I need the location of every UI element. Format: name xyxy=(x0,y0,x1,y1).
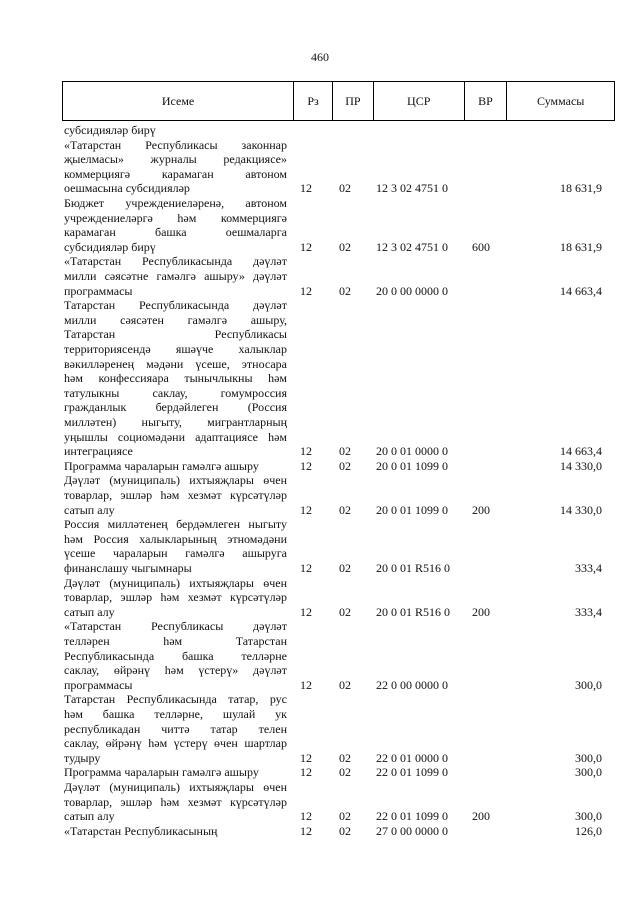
row-sum: 333,4 xyxy=(575,560,602,575)
header-name: Исеме xyxy=(63,82,294,120)
row-csr: 20 0 01 R516 0 xyxy=(376,604,451,619)
row-name-line: республикадан читтә татар телен xyxy=(64,721,287,736)
header-rz: Рз xyxy=(294,82,333,120)
row-name-line: сатып алу xyxy=(64,502,115,517)
row-name-line: сатып алу xyxy=(64,809,115,824)
row-name-line: Дәүләт (муниципаль) ихтыяҗлары өчен xyxy=(64,780,287,794)
row-name-line: саклау, өйрәнү һәм үстерү өчен шартлар xyxy=(64,736,287,751)
row-rz: 12 xyxy=(300,283,312,298)
row-name-line: «Татарстан Республикасында дәүләт xyxy=(64,254,287,269)
row-rz: 12 xyxy=(300,765,312,780)
row-name-line: үсеше чараларын гамәлгә ашыруга xyxy=(64,546,287,561)
row-pr: 02 xyxy=(339,502,351,517)
row-pr: 02 xyxy=(339,809,351,824)
row-csr: 12 3 02 4751 0 xyxy=(376,181,448,196)
header-csr: ЦСР xyxy=(374,82,465,120)
row-name-line: тудыру xyxy=(64,750,101,765)
row-rz: 12 xyxy=(300,823,312,838)
row-name-line: Республикасында башка телләрне xyxy=(64,648,287,663)
row-sum: 14 663,4 xyxy=(560,444,602,459)
row-name-line: гражданлык бердәйлеген (Россия xyxy=(64,400,287,415)
row-name-line: субсидияләр бирү xyxy=(64,239,156,254)
row-rz: 12 xyxy=(300,181,312,196)
row-csr: 20 0 01 1099 0 xyxy=(376,458,448,473)
row-pr: 02 xyxy=(339,765,351,780)
row-name-line: оешмасына субсидияләр xyxy=(64,181,190,196)
row-sum: 18 631,9 xyxy=(560,181,602,196)
row-sum: 300,0 xyxy=(575,809,602,824)
row-name-line: һәм башка телләрне, шулай ук xyxy=(64,706,287,721)
row-name-line: Татарстан Республикасы xyxy=(64,327,287,342)
row-name-line: Программа чараларын гамәлгә ашыру xyxy=(64,765,259,780)
row-name-line: субсидияләр бирү xyxy=(64,123,156,137)
row-rz: 12 xyxy=(300,677,312,692)
row-rz: 12 xyxy=(300,239,312,254)
row-name xyxy=(64,254,287,298)
row-sum: 300,0 xyxy=(575,677,602,692)
row-sum: 333,4 xyxy=(575,604,602,619)
row-name-line: милли сәясәтне гамәлгә ашыру» дәүләт xyxy=(64,268,287,283)
row-pr: 02 xyxy=(339,283,351,298)
row-csr: 22 0 00 0000 0 xyxy=(376,677,448,692)
row-sum: 126,0 xyxy=(575,823,602,838)
row-rz: 12 xyxy=(300,750,312,765)
header-vr: ВР xyxy=(465,82,508,120)
row-name-line: һәм конфессияара тынычлыкны һәм xyxy=(64,371,287,386)
page-number: 460 xyxy=(311,50,329,64)
row-pr: 02 xyxy=(339,181,351,196)
row-pr: 02 xyxy=(339,677,351,692)
row-csr: 27 0 00 0000 0 xyxy=(376,823,448,838)
table-header xyxy=(62,81,615,121)
row-name-line: коммерциягә карамаган автоном xyxy=(64,166,287,181)
row-name xyxy=(64,824,287,839)
row-name-line: учреждениеләргә һәм коммерциягә xyxy=(64,210,287,225)
header-pr: ПР xyxy=(333,82,374,120)
row-name xyxy=(64,298,287,459)
row-rz: 12 xyxy=(300,502,312,517)
row-name xyxy=(64,765,287,780)
row-pr: 02 xyxy=(339,458,351,473)
row-name-line: Татарстан Республикасында татар, рус xyxy=(64,692,287,707)
row-csr: 22 0 01 1099 0 xyxy=(376,809,448,824)
row-sum: 14 663,4 xyxy=(560,283,602,298)
row-name-line: карамаган башка оешмаларга xyxy=(64,225,287,240)
row-pr: 02 xyxy=(339,823,351,838)
row-name xyxy=(64,196,287,254)
row-csr: 20 0 00 0000 0 xyxy=(376,283,448,298)
row-name xyxy=(64,692,287,765)
row-sum: 14 330,0 xyxy=(560,458,602,473)
row-name xyxy=(64,473,287,517)
row-sum: 300,0 xyxy=(575,765,602,780)
row-pr: 02 xyxy=(339,604,351,619)
row-name-line: татулыкны саклау, гомумроссия xyxy=(64,385,287,400)
row-sum: 14 330,0 xyxy=(560,502,602,517)
row-csr: 22 0 01 1099 0 xyxy=(376,765,448,780)
row-name-line: милләтен) ныгыту, мигрантларның xyxy=(64,414,287,429)
row-rz: 12 xyxy=(300,604,312,619)
row-csr: 12 3 02 4751 0 xyxy=(376,239,448,254)
row-name-line: телләрен һәм Татарстан xyxy=(64,633,287,648)
row-rz: 12 xyxy=(300,458,312,473)
row-name-line: программасы xyxy=(64,677,133,692)
row-rz: 12 xyxy=(300,560,312,575)
row-rz: 12 xyxy=(300,444,312,459)
row-csr: 20 0 01 R516 0 xyxy=(376,560,451,575)
row-sum: 18 631,9 xyxy=(560,239,602,254)
row-name-line: интеграциясе xyxy=(64,444,133,459)
row-pr: 02 xyxy=(339,444,351,459)
row-vr: 200 xyxy=(472,809,490,824)
row-name-line: Программа чараларын гамәлгә ашыру xyxy=(64,458,259,473)
row-name-line: «Татарстан Республикасы законнар xyxy=(64,137,287,152)
row-name-line: Россия милләтенең бердәмлеген ныгыту xyxy=(64,517,287,532)
row-csr: 22 0 01 0000 0 xyxy=(376,750,448,765)
row-name-line: һәм Россия халыкларының этномәдәни xyxy=(64,531,287,546)
row-pr: 02 xyxy=(339,750,351,765)
row-name-line: вәкилләренең мәдәни үсеше, этносара xyxy=(64,356,287,371)
row-rz: 12 xyxy=(300,809,312,824)
row-name-line: товарлар, эшләр һәм хезмәт күрсәтүләр xyxy=(64,590,287,605)
row-csr: 20 0 01 0000 0 xyxy=(376,444,448,459)
row-name-line: финанслашу чыгымнары xyxy=(64,560,192,575)
row-name-line: «Татарстан Республикасының xyxy=(64,823,218,838)
row-name-line: Татарстан Республикасында дәүләт xyxy=(64,298,287,313)
row-name xyxy=(64,780,287,824)
row-name-line: «Татарстан Республикасы дәүләт xyxy=(64,619,287,634)
row-name-line: саклау, өйрәнү һәм үстерү» дәүләт xyxy=(64,663,287,678)
row-name-line: товарлар, эшләр һәм хезмәт күрсәтүләр xyxy=(64,794,287,809)
row-name xyxy=(64,123,287,138)
row-name-line: Дәүләт (муниципаль) ихтыяҗлары өчен xyxy=(64,473,287,488)
row-name-line: уңышлы социомәдәни адаптациясе һәм xyxy=(64,429,287,444)
row-name-line: Бюджет учреждениеләренә, автоном xyxy=(64,196,287,210)
row-name xyxy=(64,138,287,196)
header-sum: Суммасы xyxy=(537,93,585,108)
row-name xyxy=(64,517,287,575)
row-vr: 200 xyxy=(472,604,490,619)
row-csr: 20 0 01 1099 0 xyxy=(376,502,448,517)
row-name xyxy=(64,619,287,692)
row-name-line: җыелмасы» журналы редакциясе» xyxy=(64,152,287,167)
row-sum: 300,0 xyxy=(575,750,602,765)
row-name-line: сатып алу xyxy=(64,604,115,619)
row-pr: 02 xyxy=(339,239,351,254)
row-name xyxy=(64,576,287,620)
row-vr: 200 xyxy=(472,502,490,517)
row-name-line: программасы xyxy=(64,283,133,298)
row-name-line: товарлар, эшләр һәм хезмәт күрсәтүләр xyxy=(64,487,287,502)
row-name xyxy=(64,459,287,474)
row-name-line: территориясендә яшәүче халыклар xyxy=(64,341,287,356)
row-name-line: Дәүләт (муниципаль) ихтыяҗлары өчен xyxy=(64,575,287,590)
row-name-line: милли сәясәтен гамәлгә ашыру, xyxy=(64,312,287,327)
row-vr: 600 xyxy=(472,239,490,254)
row-pr: 02 xyxy=(339,560,351,575)
